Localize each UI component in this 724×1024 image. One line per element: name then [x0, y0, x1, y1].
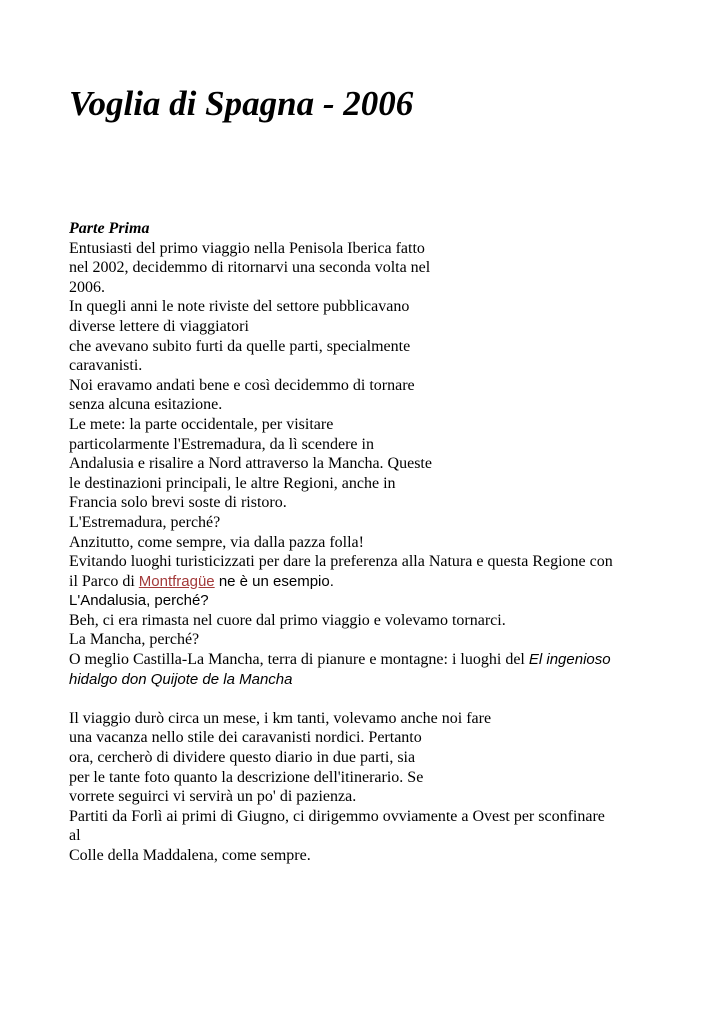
text-line: che avevano subito furti da quelle parti, specialmente	[69, 337, 411, 355]
mancha-line	[69, 650, 709, 670]
text-line: Francia solo brevi soste di ristoro.	[69, 494, 287, 512]
text-line: le destinazioni principali, le altre Regioni, anche in	[69, 474, 396, 492]
text-line: particolarmente l'Estremadura, da lì scendere in	[69, 435, 374, 453]
text-line: nel 2002, decidemmo di ritornarvi una seconda volta nel	[69, 259, 431, 277]
text-line: ora, cercherò di dividere questo diario in due parti, sia	[69, 749, 416, 767]
document-body	[69, 219, 709, 866]
text-line: per le tante foto quanto la descrizione dell'itinerario. Se	[69, 768, 424, 786]
text-line: senza alcuna esitazione.	[69, 396, 223, 414]
mancha-prefix: O meglio Castilla-La Mancha, terra di pianure e montagne: i luoghi del	[69, 651, 529, 669]
text-line: Evitando luoghi turisticizzati per dare la preferenza alla Natura e questa Regione con	[69, 553, 613, 571]
text-line: Le mete: la parte occidentale, per visitare	[69, 415, 334, 433]
quijote-title-part2: hidalgo don Quijote de la Mancha	[69, 670, 293, 688]
text-line: al	[69, 827, 81, 845]
text-line: diverse lettere di viaggiatori	[69, 317, 249, 335]
text-line: Il viaggio durò circa un mese, i km tanti, volevamo anche noi fare	[69, 709, 492, 727]
andalusia-question: L'Andalusia, perché?	[69, 592, 209, 610]
parco-prefix: il Parco di	[69, 572, 139, 590]
mancha-question: La Mancha, perché?	[69, 631, 200, 649]
section-heading: Parte Prima	[69, 220, 150, 237]
text-line: 2006.	[69, 278, 105, 296]
text-line: Anzitutto, come sempre, via dalla pazza folla!	[69, 533, 364, 551]
text-line: Colle della Maddalena, come sempre.	[69, 847, 311, 864]
quijote-title-part1: El ingenioso	[528, 651, 611, 669]
text-line: Partiti da Forlì ai primi di Giugno, ci dirigemmo ovviamente a Ovest per sconfinare	[69, 807, 605, 825]
montfrague-link[interactable]: Montfragüe	[138, 572, 215, 590]
andalusia-answer: Beh, ci era rimasta nel cuore dal primo viaggio e volevamo tornarci.	[69, 611, 506, 629]
text-line: Noi eravamo andati bene e così decidemmo di tornare	[69, 376, 415, 394]
text-line: una vacanza nello stile dei caravanisti nordici. Pertanto	[69, 729, 422, 747]
text-line: vorrete seguirci vi servirà un po' di pazienza.	[69, 788, 357, 806]
text-line: caravanisti.	[69, 357, 143, 375]
spacer	[69, 689, 709, 709]
text-line: In quegli anni le note riviste del settore pubblicavano	[69, 298, 410, 316]
parco-suffix: ne è un esempio.	[214, 572, 334, 590]
text-line: Entusiasti del primo viaggio nella Penisola Iberica fatto	[69, 239, 425, 257]
text-line: L'Estremadura, perché?	[69, 513, 221, 531]
parco-line	[69, 572, 709, 592]
document-title: Voglia di Spagna - 2006	[69, 84, 414, 123]
text-line: Andalusia e risalire a Nord attraverso la Mancha. Queste	[69, 455, 432, 473]
